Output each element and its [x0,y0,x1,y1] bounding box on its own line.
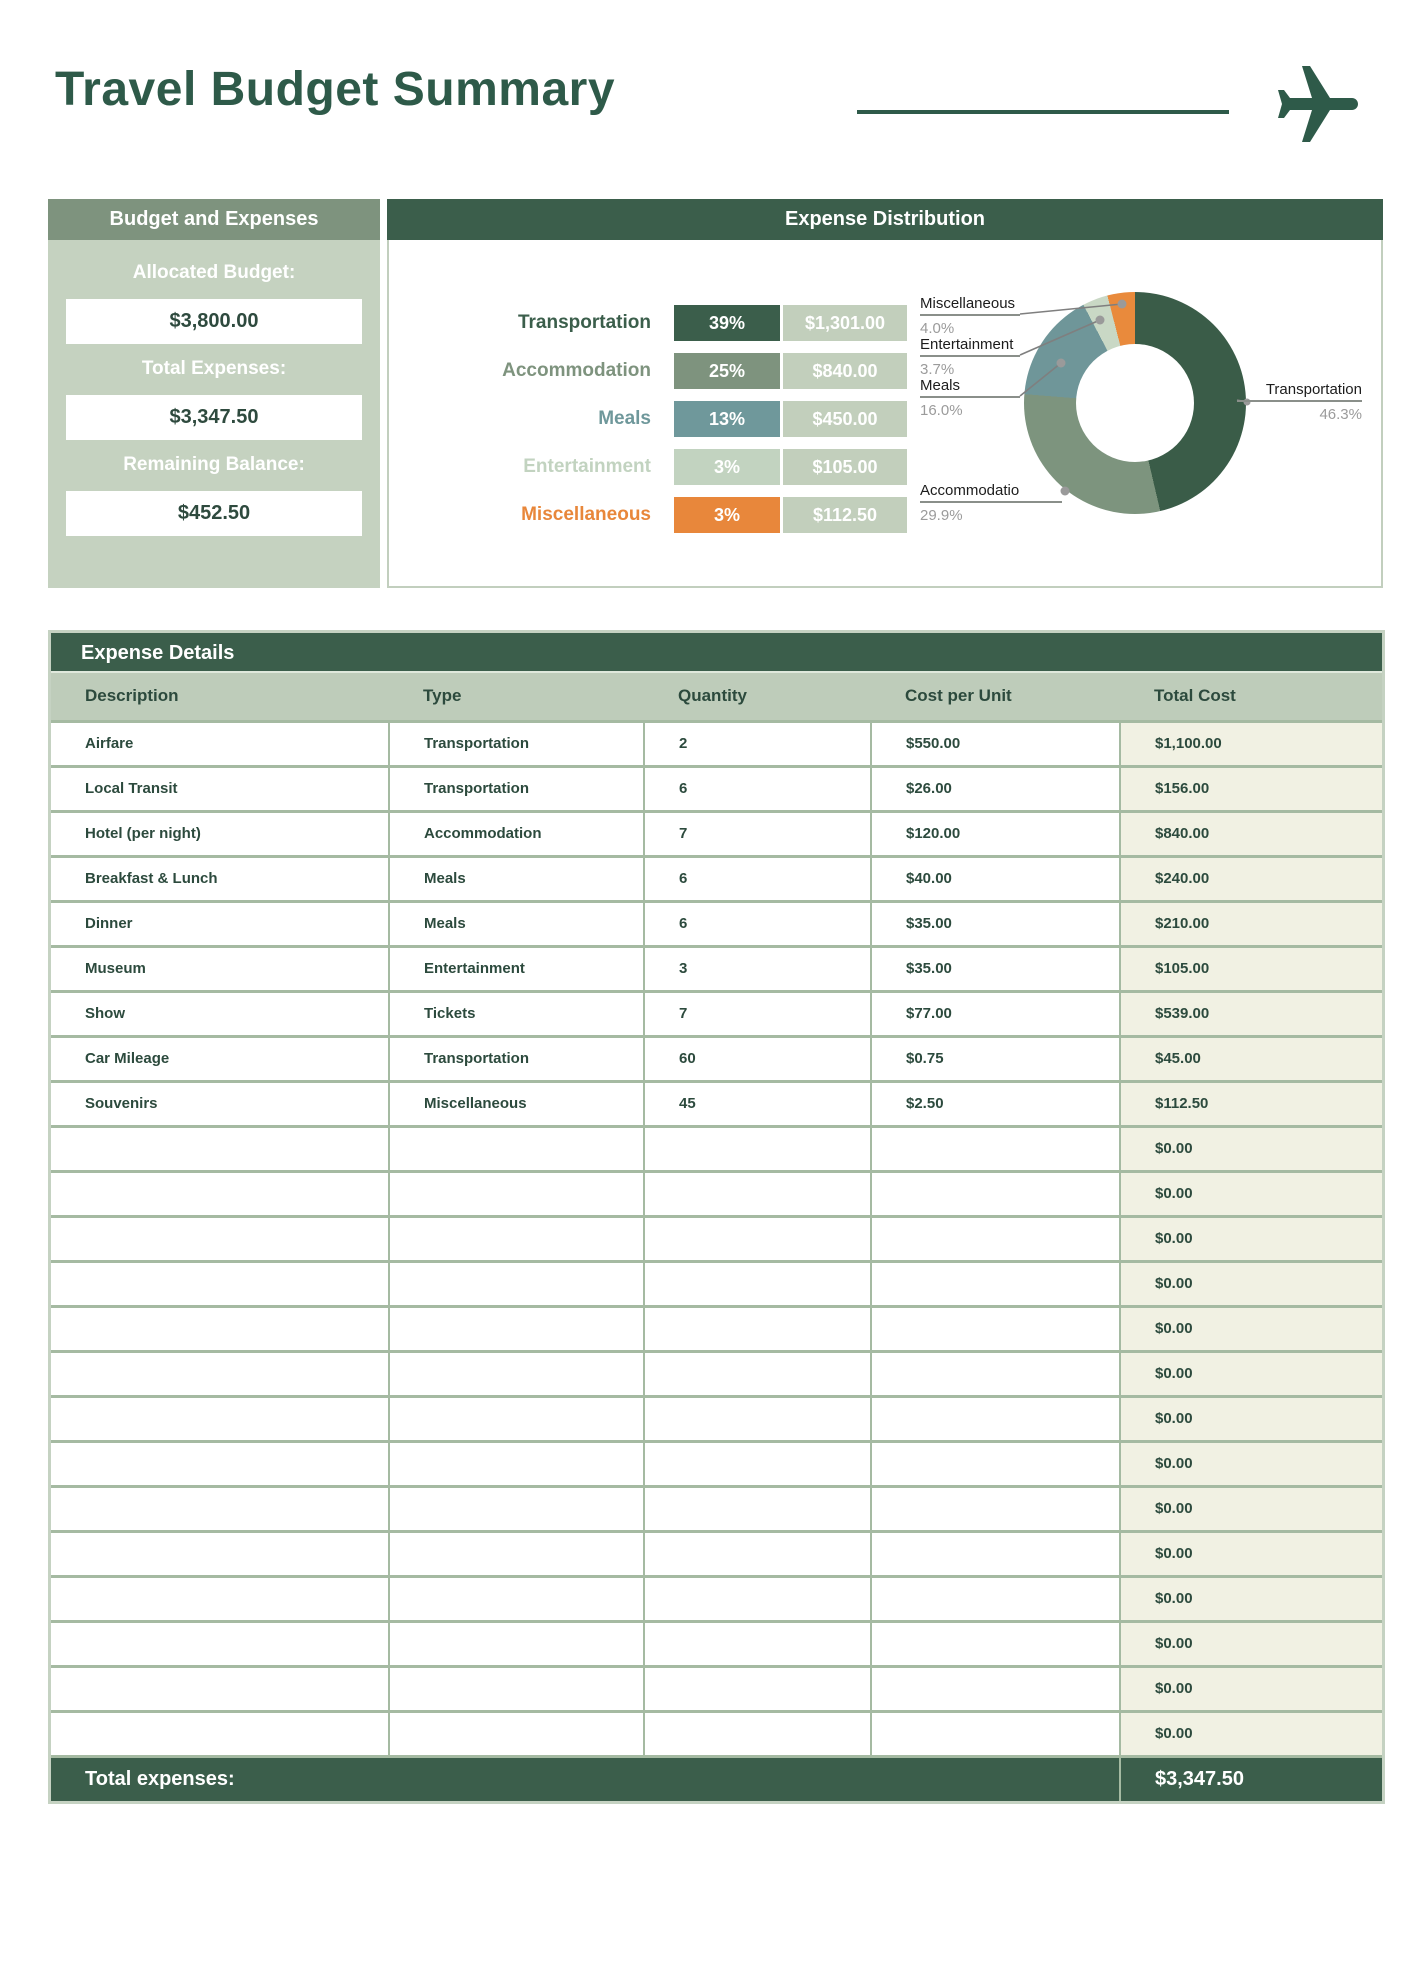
table-cell[interactable] [389,1351,644,1396]
callout-percent: 16.0% [920,402,963,419]
table-cell[interactable]: $840.00 [1120,811,1382,856]
table-cell[interactable] [389,1216,644,1261]
category-percent-badge: 13% [674,401,780,437]
table-cell[interactable]: 3 [644,946,871,991]
table-cell[interactable]: $0.00 [1120,1531,1382,1576]
table-cell[interactable] [51,1351,389,1396]
table-cell[interactable] [871,1261,1120,1306]
title-divider [857,110,1229,114]
table-cell[interactable]: Miscellaneous [389,1081,644,1126]
table-cell[interactable]: $0.00 [1120,1216,1382,1261]
column-header-cost-per-unit: Cost per Unit [871,673,1120,721]
category-amount: $450.00 [783,401,907,437]
table-cell[interactable] [51,1261,389,1306]
table-cell[interactable] [644,1351,871,1396]
table-cell[interactable] [644,1216,871,1261]
donut-chart [905,276,1383,576]
empty-expense-row [51,1261,1382,1306]
budget-panel-body [48,240,380,588]
table-cell[interactable]: $35.00 [871,901,1120,946]
table-cell[interactable]: $0.75 [871,1036,1120,1081]
table-cell[interactable]: Museum [51,946,389,991]
table-cell[interactable]: $77.00 [871,991,1120,1036]
category-label: Entertainment [523,456,651,477]
table-cell[interactable] [389,1306,644,1351]
callout-name: Meals [920,377,1020,398]
table-cell[interactable] [644,1441,871,1486]
table-cell[interactable] [389,1396,644,1441]
table-cell[interactable] [389,1666,644,1711]
table-cell[interactable] [51,1216,389,1261]
donut-ring [1024,292,1246,514]
table-cell[interactable]: 60 [644,1036,871,1081]
table-cell[interactable]: $539.00 [1120,991,1382,1036]
table-cell[interactable]: $0.00 [1120,1396,1382,1441]
table-cell[interactable] [51,1666,389,1711]
allocated-budget-label: Allocated Budget: [132,262,296,283]
table-cell[interactable] [871,1216,1120,1261]
category-percent-badge: 3% [674,449,780,485]
table-cell[interactable] [51,1531,389,1576]
category-amount: $1,301.00 [783,305,907,341]
expense-row [51,811,1382,856]
category-label: Accommodation [502,360,651,381]
expense-row [51,721,1382,766]
table-cell[interactable]: Transportation [389,1036,644,1081]
footer-total-value: $3,347.50 [1120,1756,1382,1801]
table-cell[interactable] [644,1306,871,1351]
table-cell[interactable] [51,1576,389,1621]
budget-panel-header: Budget and Expenses [48,199,380,240]
distribution-panel-body [387,240,1383,588]
table-cell[interactable] [389,1711,644,1756]
expense-row [51,856,1382,901]
table-cell[interactable]: $0.00 [1120,1666,1382,1711]
category-amount: $112.50 [783,497,907,533]
table-cell[interactable]: Dinner [51,901,389,946]
table-cell[interactable] [389,1531,644,1576]
table-cell[interactable]: $0.00 [1120,1441,1382,1486]
expense-table [51,673,1382,1801]
table-cell[interactable]: $0.00 [1120,1261,1382,1306]
table-cell[interactable]: Souvenirs [51,1081,389,1126]
empty-expense-row [51,1486,1382,1531]
table-cell[interactable]: $120.00 [871,811,1120,856]
table-cell[interactable]: Show [51,991,389,1036]
table-cell[interactable]: $0.00 [1120,1306,1382,1351]
donut-callout-meals [920,377,1020,419]
table-cell[interactable] [51,1486,389,1531]
donut-callout-entertainment [920,336,1020,378]
table-cell[interactable]: $0.00 [1120,1576,1382,1621]
table-cell[interactable]: Tickets [389,991,644,1036]
table-cell[interactable]: $2.50 [871,1081,1120,1126]
category-amount: $840.00 [783,353,907,389]
table-cell[interactable] [871,1666,1120,1711]
callout-name: Miscellaneous [920,295,1020,316]
empty-expense-row [51,1576,1382,1621]
table-cell[interactable] [389,1126,644,1171]
table-cell[interactable]: $210.00 [1120,901,1382,946]
callout-percent: 46.3% [1319,406,1362,423]
expense-row [51,901,1382,946]
table-cell[interactable]: Local Transit [51,766,389,811]
budget-panel [48,199,380,588]
table-cell[interactable]: $26.00 [871,766,1120,811]
table-cell[interactable] [389,1171,644,1216]
table-cell[interactable]: $0.00 [1120,1711,1382,1756]
callout-name: Entertainment [920,336,1020,357]
empty-expense-row [51,1531,1382,1576]
donut-callout-accommodation [920,482,1062,524]
table-cell[interactable]: $40.00 [871,856,1120,901]
table-cell[interactable] [871,1396,1120,1441]
table-cell[interactable]: Hotel (per night) [51,811,389,856]
table-cell[interactable]: $1,100.00 [1120,721,1382,766]
table-cell[interactable]: 7 [644,991,871,1036]
category-percent-badge: 39% [674,305,780,341]
total-expenses-value[interactable]: $3,347.50 [66,395,362,440]
table-cell[interactable]: $0.00 [1120,1486,1382,1531]
table-cell[interactable]: $45.00 [1120,1036,1382,1081]
table-cell[interactable] [51,1306,389,1351]
table-cell[interactable] [644,1396,871,1441]
table-cell[interactable] [389,1621,644,1666]
table-cell[interactable] [51,1621,389,1666]
column-header-total-cost: Total Cost [1120,673,1382,721]
empty-expense-row [51,1126,1382,1171]
table-cell[interactable] [871,1486,1120,1531]
table-cell[interactable]: $0.00 [1120,1126,1382,1171]
table-cell[interactable]: Transportation [389,766,644,811]
table-cell[interactable] [51,1396,389,1441]
category-amount: $105.00 [783,449,907,485]
expense-row [51,991,1382,1036]
table-cell[interactable] [644,1531,871,1576]
empty-expense-row [51,1711,1382,1756]
page-title: Travel Budget Summary [55,63,616,116]
table-cell[interactable]: $0.00 [1120,1621,1382,1666]
expense-details-header: Expense Details [51,633,1382,673]
table-cell[interactable]: Breakfast & Lunch [51,856,389,901]
table-cell[interactable] [389,1576,644,1621]
column-header-type: Type [389,673,644,721]
table-cell[interactable] [644,1621,871,1666]
table-cell[interactable] [644,1711,871,1756]
distribution-panel [387,199,1383,588]
donut-callout-miscellaneous [920,295,1020,337]
callout-name: Accommodatio [920,482,1062,503]
table-cell[interactable]: $105.00 [1120,946,1382,991]
table-cell[interactable]: Car Mileage [51,1036,389,1081]
table-cell[interactable]: $0.00 [1120,1351,1382,1396]
category-label: Meals [598,408,651,429]
table-cell[interactable] [871,1126,1120,1171]
table-cell[interactable]: $0.00 [1120,1171,1382,1216]
table-cell[interactable]: 7 [644,811,871,856]
table-cell[interactable] [389,1441,644,1486]
table-cell[interactable]: 2 [644,721,871,766]
expense-details-card [48,630,1385,1804]
table-cell[interactable]: $240.00 [1120,856,1382,901]
table-cell[interactable]: $35.00 [871,946,1120,991]
table-cell[interactable] [871,1441,1120,1486]
table-cell[interactable] [51,1171,389,1216]
table-cell[interactable] [871,1171,1120,1216]
category-percent-badge: 25% [674,353,780,389]
table-cell[interactable]: Accommodation [389,811,644,856]
callout-percent: 3.7% [920,361,955,378]
expense-row [51,946,1382,991]
table-cell[interactable]: $550.00 [871,721,1120,766]
table-cell[interactable]: 6 [644,766,871,811]
total-expenses-label: Total Expenses: [141,358,287,379]
table-cell[interactable] [644,1171,871,1216]
category-label: Miscellaneous [521,504,651,525]
callout-name: Transportation [1237,381,1362,402]
expense-row [51,766,1382,811]
empty-expense-row [51,1396,1382,1441]
callout-percent: 29.9% [920,507,963,524]
table-cell[interactable] [389,1261,644,1306]
remaining-balance-label: Remaining Balance: [123,454,305,475]
allocated-budget-value[interactable]: $3,800.00 [66,299,362,344]
expense-row [51,1036,1382,1081]
donut-callout-transportation [1237,381,1362,423]
table-cell[interactable] [644,1576,871,1621]
table-cell[interactable]: $156.00 [1120,766,1382,811]
table-cell[interactable] [871,1621,1120,1666]
table-cell[interactable] [644,1126,871,1171]
empty-expense-row [51,1171,1382,1216]
column-header-quantity: Quantity [644,673,871,721]
table-cell[interactable] [51,1126,389,1171]
table-cell[interactable]: 6 [644,856,871,901]
empty-expense-row [51,1441,1382,1486]
table-cell[interactable] [644,1486,871,1531]
table-cell[interactable]: Entertainment [389,946,644,991]
table-cell[interactable]: Transportation [389,721,644,766]
table-cell[interactable]: Meals [389,856,644,901]
table-cell[interactable]: Airfare [51,721,389,766]
table-body [51,721,1382,1756]
callout-percent: 4.0% [920,320,955,337]
table-cell[interactable] [871,1306,1120,1351]
table-cell[interactable] [871,1576,1120,1621]
table-cell[interactable] [644,1666,871,1711]
remaining-balance-value[interactable]: $452.50 [66,491,362,536]
empty-expense-row [51,1351,1382,1396]
table-cell[interactable] [871,1351,1120,1396]
table-cell[interactable] [871,1531,1120,1576]
footer-total-label: Total expenses: [51,1756,1120,1801]
empty-expense-row [51,1666,1382,1711]
column-header-description: Description [51,673,389,721]
category-percent-badge: 3% [674,497,780,533]
table-cell[interactable] [644,1261,871,1306]
distribution-panel-header: Expense Distribution [387,199,1383,240]
table-cell[interactable]: $112.50 [1120,1081,1382,1126]
table-cell[interactable]: Meals [389,901,644,946]
table-cell[interactable] [51,1711,389,1756]
category-label: Transportation [517,312,651,333]
expense-row [51,1081,1382,1126]
table-cell[interactable] [871,1711,1120,1756]
table-cell[interactable]: 45 [644,1081,871,1126]
empty-expense-row [51,1216,1382,1261]
plane-icon [1262,58,1374,154]
empty-expense-row [51,1621,1382,1666]
empty-expense-row [51,1306,1382,1351]
table-footer-row [51,1756,1382,1801]
table-cell[interactable] [389,1486,644,1531]
column-header-row [51,673,1382,721]
table-cell[interactable]: 6 [644,901,871,946]
table-cell[interactable] [51,1441,389,1486]
